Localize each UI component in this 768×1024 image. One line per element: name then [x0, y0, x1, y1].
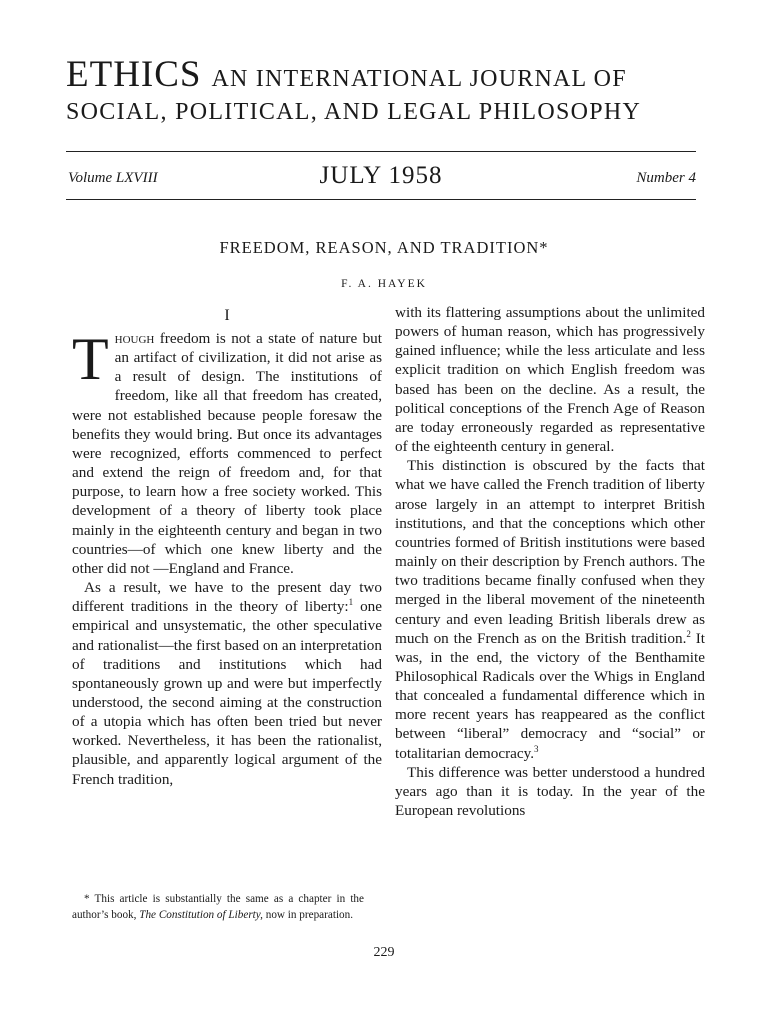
page-number: 229	[373, 945, 395, 960]
footnote-marker: *	[84, 893, 90, 905]
article-author: F. A. HAYEK	[341, 278, 427, 290]
drop-cap: T	[72, 326, 109, 392]
section-number: I	[224, 307, 230, 324]
paragraph-4	[395, 456, 705, 763]
paragraph-2-text-a: As a result, we have to the present day two different traditions in the theory of liberty:	[72, 579, 382, 616]
journal-subtitle-line-2: SOCIAL, POLITICAL, AND LEGAL PHILOSOPHY	[66, 99, 642, 125]
paragraph-1-text: freedom is not a state of nature but an artifact of civilization, it did not arise as a result of design. The institutions of freedom, like all that freedom has created, were not established because people foresaw the benefits they would bring. But once its advantages were recognized, efforts commenced to perfect and extend the reign of freedom and, for that purpose, to learn how a free society worked. This development of a theory of liberty took place mainly in the eighteenth century and began in two countries—of which one knew liberty and the other did not —England and France.	[72, 330, 382, 577]
masthead	[66, 56, 706, 124]
article-title: FREEDOM, REASON, AND TRADITION*	[219, 238, 549, 257]
footnote-ref-2[interactable]: 2	[686, 628, 691, 639]
footnote-ref-3[interactable]: 3	[534, 743, 539, 754]
issue-rule-bottom	[66, 199, 696, 200]
masthead-line-1	[66, 56, 706, 96]
issue-number: Number 4	[636, 170, 696, 186]
footnote	[72, 892, 364, 923]
left-column	[72, 303, 382, 789]
footnote-text-a: This article is substantially the same as a chapter in the author’s book,	[72, 893, 364, 921]
paragraph-2	[72, 578, 382, 789]
paragraph-5: This difference was better understood a hundred years ago than it is today. In the year of the European revolutions	[395, 763, 705, 820]
footnote-ref-1[interactable]: 1	[348, 597, 354, 608]
footnote-book-title: The Constitution of Liberty,	[139, 908, 263, 921]
right-column	[395, 303, 705, 820]
issue-info-row	[66, 160, 696, 194]
paragraph-3: with its flattering assumptions about the unlimited powers of human reason, which has progressively gained influence; while the less articulate and less explicit tradition on which English freedom was based has been on the decline. As a result, the political conceptions of the French Age of Reason are today erroneously regarded as representative of the eighteenth century in general.	[395, 304, 705, 456]
issue-volume: Volume LXVIII	[68, 170, 158, 186]
issue-date: JULY 1958	[319, 162, 443, 189]
paragraph-1	[72, 326, 382, 578]
paragraph-2-text-b: one empirical and unsystematic, the other speculative and rationalist—the first based on an interpretation of traditions and institutions which had spontaneously grown up and were but imperfectly understood, the second aiming at the construction of a utopia which has often been tried but never worked. Nevertheless, it has been the rationalist, plausible, and apparently logical argument of the French tradition,	[72, 598, 382, 788]
opening-small-caps: hough	[114, 330, 155, 347]
issue-rule-top	[66, 151, 696, 152]
paragraph-4-text-a: This distinction is obscured by the facts that what we have called the French tradition of liberty arose largely in an attempt to interpret British institutions, and that the conceptions which other countries formed of British institutions were based mainly on their description by French authors. The two traditions became finally confused when they merged in the liberal movement of the nineteenth century and even leading British liberals drew as much on the French as on the British tradition.	[395, 457, 705, 647]
paragraph-4-text-b: It was, in the end, the victory of the Benthamite Philosophical Radicals over the Whigs in England that concealed a fundamental difference which in more recent years has reappeared as the conflict between “liberal” democracy and “social” or totalitarian democracy.	[395, 629, 706, 762]
journal-subtitle-line-1: AN INTERNATIONAL JOURNAL OF	[211, 66, 627, 92]
footnote-text-b: now in preparation.	[262, 908, 354, 921]
journal-name: ETHICS	[66, 54, 202, 95]
